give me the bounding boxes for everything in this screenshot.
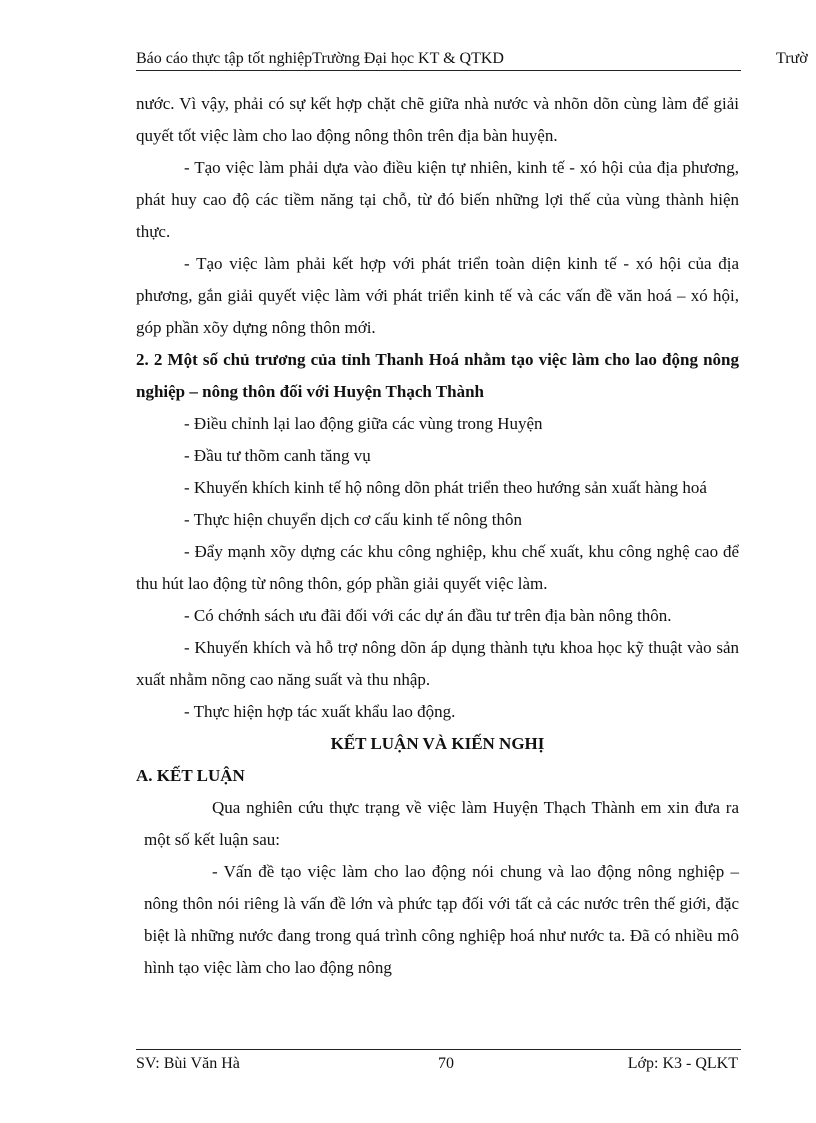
bullet-item: - Đẩy mạnh xõy dựng các khu công nghiệp, khu chế xuất, khu công nghệ cao để thu hút lao động từ nông thôn, góp phần giải quyết việc làm. [136, 542, 739, 593]
header-title-cutoff: Trườ [776, 50, 808, 67]
section-a-heading: A. KẾT LUẬN [136, 766, 245, 785]
paragraph: nước. Vì vậy, phải có sự kết hợp chặt chẽ giữa nhà nước và nhõn dõn cùng làm để giải quyết tốt việc làm cho lao động nông thôn trên địa bàn huyện. [136, 94, 739, 145]
conclusion-block [136, 792, 739, 984]
paragraph: - Tạo việc làm phải dựa vào điều kiện tự nhiên, kinh tế - xó hội của địa phương, phát huy cao độ các tiềm năng tại chỗ, từ đó biến những lợi thế của vùng thành hiện thực. [136, 158, 739, 241]
footer-divider [136, 1049, 741, 1050]
document-body [136, 88, 739, 984]
bullet-item: - Khuyến khích và hỗ trợ nông dõn áp dụng thành tựu khoa học kỹ thuật vào sản xuất nhằm nõng cao năng suất và thu nhập. [136, 638, 739, 689]
bullet-item: - Thực hiện hợp tác xuất khẩu lao động. [184, 702, 456, 721]
bullet-item: - Có chớnh sách ưu đãi đối với các dự án đầu tư trên địa bàn nông thôn. [184, 606, 672, 625]
section-heading: 2. 2 Một số chủ trương của tỉnh Thanh Hoá nhằm tạo việc làm cho lao động nông nghiệp – nông thôn đối với Huyện Thạch Thành [136, 350, 739, 401]
footer-student: SV: Bùi Văn Hà [136, 1055, 240, 1072]
bullet-item: - Điều chỉnh lại lao động giữa các vùng trong Huyện [184, 414, 543, 433]
header-divider [136, 70, 741, 71]
chapter-title: KẾT LUẬN VÀ KIẾN NGHỊ [330, 734, 545, 753]
footer-class: Lớp: K3 - QLKT [627, 1055, 738, 1072]
header-title: Báo cáo thực tập tốt nghiệpTrường Đại học KT & QTKD [136, 50, 504, 67]
bullet-item: - Khuyến khích kinh tế hộ nông dõn phát triển theo hướng sản xuất hàng hoá [184, 478, 707, 497]
paragraph: - Tạo việc làm phải kết hợp với phát triển toàn diện kinh tế - xó hội của địa phương, gắn giải quyết việc làm với phát triển kinh tế và các vấn đề văn hoá – xó hội, góp phần xõy dựng nông thôn mới. [136, 254, 739, 337]
bullet-item: - Đầu tư thõm canh tăng vụ [184, 446, 371, 465]
paragraph: - Vấn đề tạo việc làm cho lao động nói chung và lao động nông nghiệp – nông thôn nói riêng là vấn đề lớn và phức tạp đối với tất cả các nước trên thế giới, đặc biệt là những nước đang trong quá trình công nghiệp hoá như nước ta. Đã có nhiều mô hình tạo việc làm cho lao động nông [144, 862, 739, 977]
bullet-item: - Thực hiện chuyển dịch cơ cấu kinh tế nông thôn [184, 510, 522, 529]
page-number: 70 [438, 1055, 454, 1072]
paragraph: Qua nghiên cứu thực trạng về việc làm Huyện Thạch Thành em xin đưa ra một số kết luận sau: [144, 798, 739, 849]
